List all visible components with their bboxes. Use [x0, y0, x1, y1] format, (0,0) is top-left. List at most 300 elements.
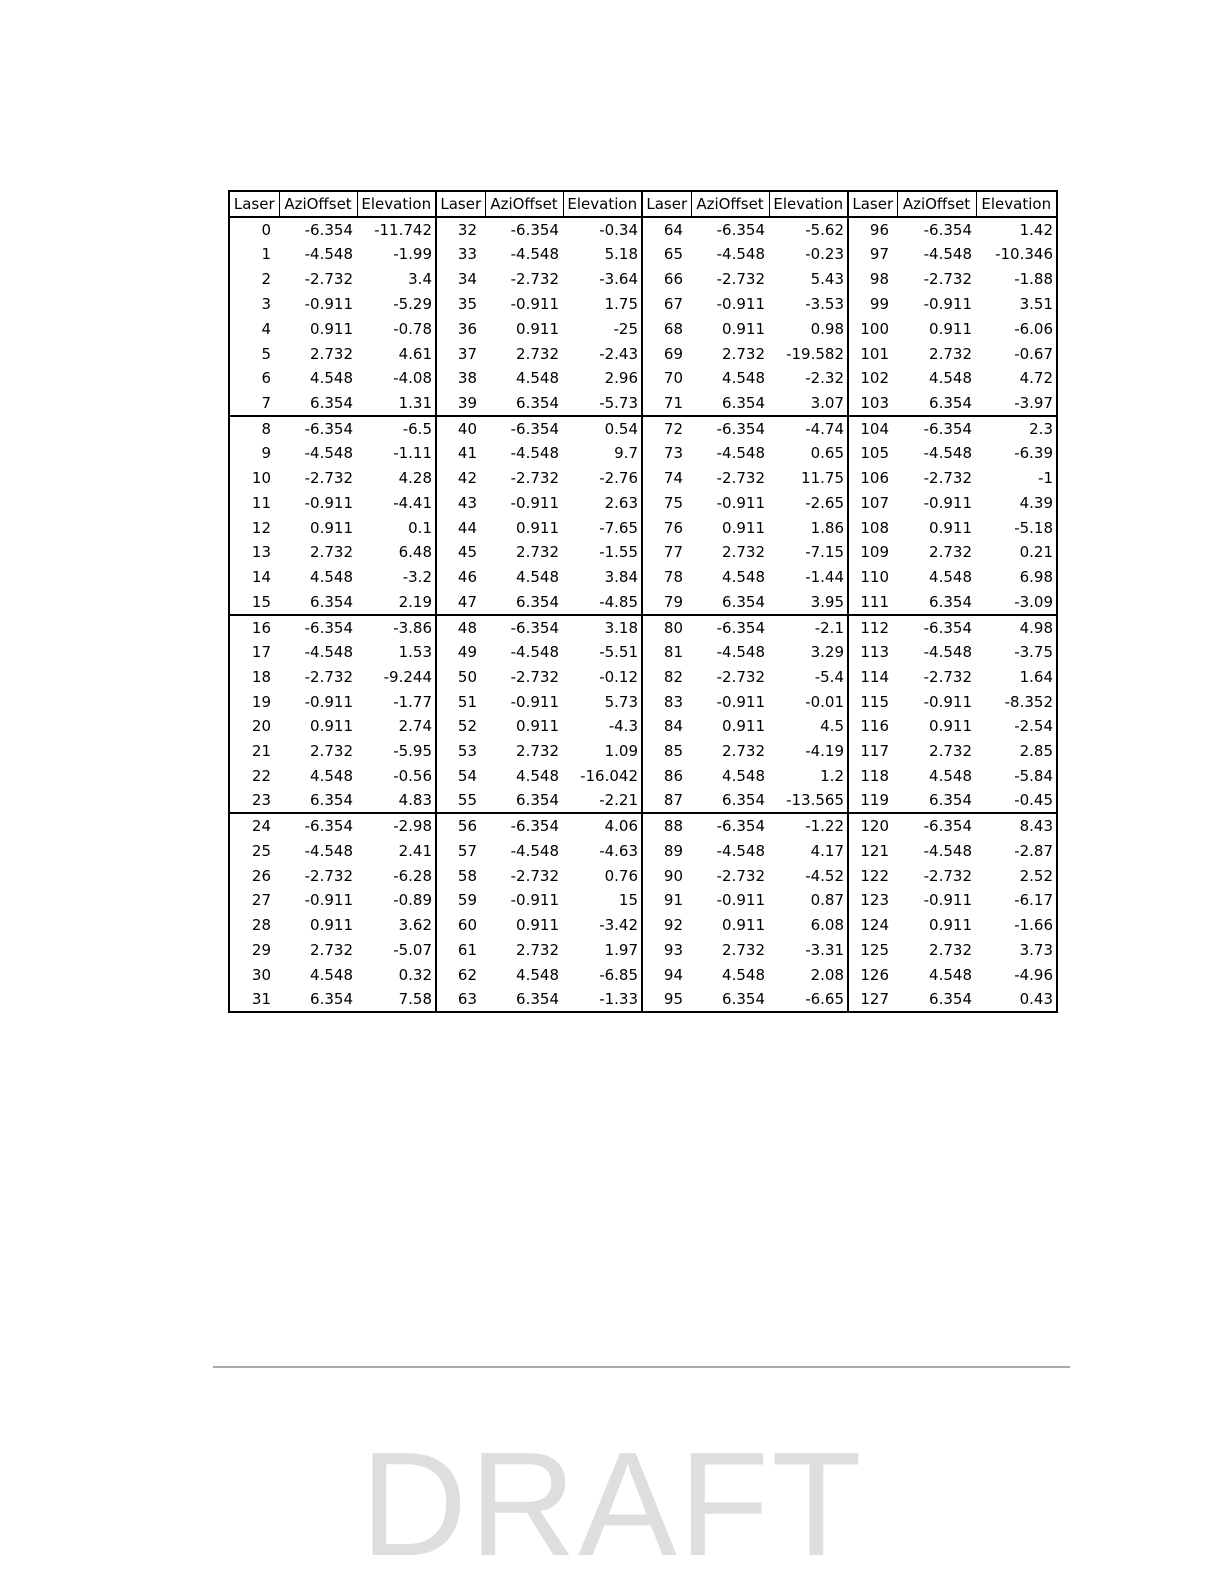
azioffset-cell: 2.732: [722, 742, 765, 761]
laser-id-cell: 120: [860, 817, 889, 836]
azioffset-cell: 6.354: [897, 987, 976, 1012]
table-row: [229, 640, 1057, 665]
table-row: [229, 987, 1057, 1012]
azioffset-cell: -4.548: [304, 841, 353, 860]
elevation-cell: 4.28: [357, 466, 436, 491]
elevation-cell: -5.29: [357, 292, 436, 317]
azioffset-cell: 0.911: [310, 518, 353, 537]
azioffset-cell: -2.732: [716, 866, 765, 885]
azioffset-cell: -6.354: [510, 618, 559, 637]
table-row: [229, 341, 1057, 366]
elevation-cell: -1.88: [976, 267, 1057, 292]
elevation-cell: 0.43: [976, 987, 1057, 1012]
elevation-cell: -2.87: [976, 838, 1057, 863]
header-laser: Laser: [229, 191, 279, 217]
elevation-cell: -6.28: [357, 863, 436, 888]
azioffset-cell: -2.732: [923, 667, 972, 686]
laser-id-cell: 85: [663, 742, 683, 761]
laser-id-cell: 73: [663, 444, 683, 463]
laser-id-cell: 46: [457, 568, 477, 587]
laser-id-cell: 2: [261, 270, 271, 289]
elevation-cell: -4.74: [769, 416, 848, 441]
laser-id-cell: 104: [860, 419, 889, 438]
azioffset-cell: 0.911: [722, 717, 765, 736]
azioffset-cell: -0.911: [923, 891, 972, 910]
laser-id-cell: 50: [457, 667, 477, 686]
footer-divider: [213, 1366, 1070, 1368]
laser-id-cell: 33: [457, 245, 477, 264]
elevation-cell: 7.58: [357, 987, 436, 1012]
laser-id-cell: 12: [251, 518, 271, 537]
elevation-cell: 1.42: [976, 217, 1057, 242]
table-row: [229, 540, 1057, 565]
elevation-cell: -1.77: [357, 689, 436, 714]
azioffset-cell: -4.548: [510, 642, 559, 661]
laser-id-cell: 30: [251, 965, 271, 984]
elevation-cell: 3.29: [769, 640, 848, 665]
elevation-cell: -1.33: [563, 987, 642, 1012]
azioffset-cell: -2.732: [923, 468, 972, 487]
azioffset-cell: 2.732: [516, 344, 559, 363]
azioffset-cell: -2.732: [716, 270, 765, 289]
elevation-cell: 1.75: [563, 292, 642, 317]
laser-id-cell: 9: [261, 444, 271, 463]
header-elevation: Elevation: [357, 191, 436, 217]
elevation-cell: 6.98: [976, 565, 1057, 590]
table-row: [229, 565, 1057, 590]
elevation-cell: 3.4: [357, 267, 436, 292]
azioffset-cell: -2.732: [510, 667, 559, 686]
elevation-cell: 3.62: [357, 913, 436, 938]
azioffset-cell: -2.732: [923, 866, 972, 885]
azioffset-cell: 4.548: [722, 766, 765, 785]
elevation-cell: -2.76: [563, 466, 642, 491]
laser-id-cell: 127: [848, 987, 897, 1012]
elevation-cell: -5.18: [976, 515, 1057, 540]
azioffset-cell: 0.911: [929, 916, 972, 935]
azioffset-cell: -6.354: [716, 817, 765, 836]
laser-id-cell: 29: [251, 940, 271, 959]
azioffset-cell: -0.911: [304, 493, 353, 512]
azioffset-cell: -6.354: [304, 419, 353, 438]
elevation-cell: -7.65: [563, 515, 642, 540]
laser-id-cell: 3: [261, 294, 271, 313]
laser-id-cell: 124: [860, 916, 889, 935]
azioffset-cell: -2.732: [510, 468, 559, 487]
elevation-cell: -0.89: [357, 888, 436, 913]
laser-id-cell: 111: [848, 590, 897, 615]
elevation-cell: -4.52: [769, 863, 848, 888]
elevation-cell: 2.19: [357, 590, 436, 615]
laser-id-cell: 97: [869, 245, 889, 264]
elevation-cell: -4.85: [563, 590, 642, 615]
azioffset-cell: 2.732: [722, 940, 765, 959]
elevation-cell: 0.54: [563, 416, 642, 441]
azioffset-cell: 4.548: [516, 568, 559, 587]
azioffset-cell: -0.911: [923, 493, 972, 512]
azioffset-cell: 4.548: [929, 766, 972, 785]
laser-id-cell: 41: [457, 444, 477, 463]
azioffset-cell: -4.548: [923, 841, 972, 860]
azioffset-cell: 4.548: [516, 369, 559, 388]
header-azioffset: AziOffset: [279, 191, 357, 217]
azioffset-cell: 0.911: [516, 717, 559, 736]
elevation-cell: 0.21: [976, 540, 1057, 565]
elevation-cell: -4.19: [769, 739, 848, 764]
elevation-cell: -3.09: [976, 590, 1057, 615]
laser-id-cell: 95: [642, 987, 691, 1012]
elevation-cell: -3.97: [976, 391, 1057, 416]
laser-id-cell: 101: [860, 344, 889, 363]
laser-id-cell: 110: [860, 568, 889, 587]
elevation-cell: 2.85: [976, 739, 1057, 764]
table-row: [229, 441, 1057, 466]
azioffset-cell: 0.911: [516, 319, 559, 338]
laser-id-cell: 59: [457, 891, 477, 910]
azioffset-cell: -6.354: [510, 817, 559, 836]
laser-id-cell: 60: [457, 916, 477, 935]
elevation-cell: -4.3: [563, 714, 642, 739]
table-row: [229, 515, 1057, 540]
laser-id-cell: 83: [663, 692, 683, 711]
laser-id-cell: 13: [251, 543, 271, 562]
elevation-cell: -7.15: [769, 540, 848, 565]
elevation-cell: -1.99: [357, 242, 436, 267]
laser-id-cell: 98: [869, 270, 889, 289]
header-laser: Laser: [848, 191, 897, 217]
azioffset-cell: -4.548: [716, 642, 765, 661]
table-row: [229, 938, 1057, 963]
table-row: [229, 664, 1057, 689]
azioffset-cell: -2.732: [923, 270, 972, 289]
azioffset-cell: 0.911: [310, 717, 353, 736]
azioffset-cell: 4.548: [929, 965, 972, 984]
elevation-cell: -1.22: [769, 813, 848, 838]
laser-id-cell: 117: [860, 742, 889, 761]
laser-id-cell: 27: [251, 891, 271, 910]
elevation-cell: -2.54: [976, 714, 1057, 739]
laser-id-cell: 20: [251, 717, 271, 736]
elevation-cell: 3.95: [769, 590, 848, 615]
azioffset-cell: 0.911: [929, 319, 972, 338]
elevation-cell: -4.08: [357, 366, 436, 391]
azioffset-cell: 2.732: [516, 940, 559, 959]
elevation-cell: 0.65: [769, 441, 848, 466]
laser-id-cell: 71: [642, 391, 691, 416]
laser-id-cell: 125: [860, 940, 889, 959]
laser-id-cell: 11: [251, 493, 271, 512]
elevation-cell: -2.43: [563, 341, 642, 366]
azioffset-cell: -4.548: [510, 841, 559, 860]
table-row: [229, 316, 1057, 341]
elevation-cell: -0.78: [357, 316, 436, 341]
elevation-cell: 9.7: [563, 441, 642, 466]
elevation-cell: -5.84: [976, 764, 1057, 789]
elevation-cell: -19.582: [769, 341, 848, 366]
laser-id-cell: 89: [663, 841, 683, 860]
table-row: [229, 416, 1057, 441]
elevation-cell: 2.74: [357, 714, 436, 739]
azioffset-cell: 0.911: [516, 518, 559, 537]
azioffset-cell: -4.548: [716, 245, 765, 264]
azioffset-cell: 6.354: [485, 987, 563, 1012]
laser-id-cell: 35: [457, 294, 477, 313]
table-header-row: [229, 191, 1057, 217]
elevation-cell: 2.52: [976, 863, 1057, 888]
azioffset-cell: -6.354: [716, 419, 765, 438]
azioffset-cell: -4.548: [304, 245, 353, 264]
elevation-cell: 4.72: [976, 366, 1057, 391]
elevation-cell: -2.21: [563, 788, 642, 813]
azioffset-cell: 2.732: [929, 742, 972, 761]
elevation-cell: -1.11: [357, 441, 436, 466]
azioffset-cell: -4.548: [923, 444, 972, 463]
laser-id-cell: 61: [457, 940, 477, 959]
elevation-cell: 4.39: [976, 490, 1057, 515]
laser-id-cell: 15: [229, 590, 279, 615]
azioffset-cell: 2.732: [722, 543, 765, 562]
azioffset-cell: -0.911: [510, 493, 559, 512]
azioffset-cell: 4.548: [310, 369, 353, 388]
elevation-cell: 0.98: [769, 316, 848, 341]
laser-id-cell: 1: [261, 245, 271, 264]
elevation-cell: 0.76: [563, 863, 642, 888]
azioffset-cell: 2.732: [929, 344, 972, 363]
laser-id-cell: 42: [457, 468, 477, 487]
azioffset-cell: -2.732: [716, 468, 765, 487]
laser-id-cell: 118: [860, 766, 889, 785]
azioffset-cell: 6.354: [897, 788, 976, 813]
azioffset-cell: -2.732: [510, 866, 559, 885]
azioffset-cell: 0.911: [516, 916, 559, 935]
elevation-cell: -2.65: [769, 490, 848, 515]
elevation-cell: 11.75: [769, 466, 848, 491]
elevation-cell: 2.96: [563, 366, 642, 391]
laser-id-cell: 106: [860, 468, 889, 487]
laser-id-cell: 119: [848, 788, 897, 813]
laser-id-cell: 91: [663, 891, 683, 910]
azioffset-cell: 2.732: [929, 940, 972, 959]
azioffset-cell: -0.911: [923, 294, 972, 313]
azioffset-cell: 4.548: [929, 369, 972, 388]
laser-id-cell: 18: [251, 667, 271, 686]
azioffset-cell: -6.354: [510, 221, 559, 239]
elevation-cell: -0.45: [976, 788, 1057, 813]
azioffset-cell: 2.732: [310, 344, 353, 363]
elevation-cell: 5.43: [769, 267, 848, 292]
azioffset-cell: -4.548: [716, 444, 765, 463]
azioffset-cell: -6.354: [510, 419, 559, 438]
azioffset-cell: -6.354: [716, 221, 765, 239]
laser-id-cell: 70: [663, 369, 683, 388]
elevation-cell: -3.86: [357, 615, 436, 640]
table-row: [229, 788, 1057, 813]
azioffset-cell: -4.548: [716, 841, 765, 860]
elevation-cell: 3.84: [563, 565, 642, 590]
elevation-cell: 6.48: [357, 540, 436, 565]
azioffset-cell: 6.354: [279, 391, 357, 416]
elevation-cell: 1.2: [769, 764, 848, 789]
laser-id-cell: 75: [663, 493, 683, 512]
azioffset-cell: 2.732: [310, 742, 353, 761]
azioffset-cell: 6.354: [691, 987, 769, 1012]
laser-id-cell: 87: [642, 788, 691, 813]
header-elevation: Elevation: [976, 191, 1057, 217]
elevation-cell: 4.17: [769, 838, 848, 863]
laser-id-cell: 53: [457, 742, 477, 761]
elevation-cell: -6.5: [357, 416, 436, 441]
elevation-cell: 1.09: [563, 739, 642, 764]
elevation-cell: -5.51: [563, 640, 642, 665]
azioffset-cell: 4.548: [310, 568, 353, 587]
table-row: [229, 689, 1057, 714]
elevation-cell: -6.65: [769, 987, 848, 1012]
laser-id-cell: 43: [457, 493, 477, 512]
laser-id-cell: 99: [869, 294, 889, 313]
laser-id-cell: 96: [869, 221, 889, 239]
laser-id-cell: 63: [436, 987, 485, 1012]
laser-id-cell: 58: [457, 866, 477, 885]
azioffset-cell: -0.911: [304, 294, 353, 313]
laser-id-cell: 67: [663, 294, 683, 313]
table-row: [229, 838, 1057, 863]
azioffset-cell: 4.548: [722, 369, 765, 388]
azioffset-cell: 4.548: [516, 766, 559, 785]
laser-id-cell: 5: [261, 344, 271, 363]
elevation-cell: 2.41: [357, 838, 436, 863]
laser-id-cell: 28: [251, 916, 271, 935]
header-azioffset: AziOffset: [897, 191, 976, 217]
laser-id-cell: 45: [457, 543, 477, 562]
elevation-cell: -3.75: [976, 640, 1057, 665]
laser-id-cell: 115: [860, 692, 889, 711]
azioffset-cell: -2.732: [304, 866, 353, 885]
laser-calibration-table-container: [228, 190, 1056, 1013]
elevation-cell: -5.07: [357, 938, 436, 963]
elevation-cell: -25: [563, 316, 642, 341]
elevation-cell: -5.62: [769, 217, 848, 242]
header-laser: Laser: [642, 191, 691, 217]
azioffset-cell: 6.354: [485, 391, 563, 416]
laser-id-cell: 26: [251, 866, 271, 885]
elevation-cell: -4.41: [357, 490, 436, 515]
azioffset-cell: -0.911: [510, 891, 559, 910]
azioffset-cell: 4.548: [722, 965, 765, 984]
table-row: [229, 217, 1057, 242]
laser-id-cell: 77: [663, 543, 683, 562]
elevation-cell: 1.86: [769, 515, 848, 540]
table-row: [229, 267, 1057, 292]
elevation-cell: 0.32: [357, 962, 436, 987]
laser-id-cell: 64: [663, 221, 683, 239]
elevation-cell: 6.08: [769, 913, 848, 938]
elevation-cell: -2.32: [769, 366, 848, 391]
laser-id-cell: 36: [457, 319, 477, 338]
azioffset-cell: -4.548: [923, 245, 972, 264]
table-row: [229, 615, 1057, 640]
elevation-cell: -0.23: [769, 242, 848, 267]
elevation-cell: -0.56: [357, 764, 436, 789]
laser-id-cell: 84: [663, 717, 683, 736]
azioffset-cell: -6.354: [923, 817, 972, 836]
azioffset-cell: -0.911: [304, 692, 353, 711]
azioffset-cell: -4.548: [304, 642, 353, 661]
azioffset-cell: -6.354: [304, 221, 353, 239]
table-row: [229, 391, 1057, 416]
elevation-cell: -4.96: [976, 962, 1057, 987]
table-row: [229, 863, 1057, 888]
laser-id-cell: 109: [860, 543, 889, 562]
azioffset-cell: 6.354: [279, 788, 357, 813]
azioffset-cell: 6.354: [691, 788, 769, 813]
table-row: [229, 739, 1057, 764]
laser-id-cell: 24: [251, 817, 271, 836]
azioffset-cell: 6.354: [279, 987, 357, 1012]
elevation-cell: 1.31: [357, 391, 436, 416]
laser-id-cell: 126: [860, 965, 889, 984]
elevation-cell: 1.64: [976, 664, 1057, 689]
azioffset-cell: 6.354: [485, 788, 563, 813]
laser-id-cell: 116: [860, 717, 889, 736]
elevation-cell: -16.042: [563, 764, 642, 789]
azioffset-cell: -0.911: [716, 294, 765, 313]
header-elevation: Elevation: [563, 191, 642, 217]
elevation-cell: -6.39: [976, 441, 1057, 466]
elevation-cell: 4.06: [563, 813, 642, 838]
laser-id-cell: 122: [860, 866, 889, 885]
azioffset-cell: 4.548: [516, 965, 559, 984]
laser-id-cell: 38: [457, 369, 477, 388]
elevation-cell: 3.73: [976, 938, 1057, 963]
elevation-cell: -2.98: [357, 813, 436, 838]
azioffset-cell: 0.911: [310, 916, 353, 935]
elevation-cell: -1.66: [976, 913, 1057, 938]
elevation-cell: 1.97: [563, 938, 642, 963]
elevation-cell: -1: [976, 466, 1057, 491]
azioffset-cell: -0.911: [510, 692, 559, 711]
azioffset-cell: -6.354: [304, 618, 353, 637]
elevation-cell: -2.1: [769, 615, 848, 640]
azioffset-cell: -0.911: [304, 891, 353, 910]
laser-id-cell: 40: [457, 419, 477, 438]
elevation-cell: -6.85: [563, 962, 642, 987]
azioffset-cell: -4.548: [510, 245, 559, 264]
laser-id-cell: 14: [251, 568, 271, 587]
azioffset-cell: 2.732: [310, 940, 353, 959]
azioffset-cell: 4.548: [310, 766, 353, 785]
table-row: [229, 490, 1057, 515]
azioffset-cell: -2.732: [304, 270, 353, 289]
laser-id-cell: 102: [860, 369, 889, 388]
laser-id-cell: 90: [663, 866, 683, 885]
elevation-cell: -6.17: [976, 888, 1057, 913]
laser-id-cell: 56: [457, 817, 477, 836]
azioffset-cell: 4.548: [929, 568, 972, 587]
azioffset-cell: -4.548: [304, 444, 353, 463]
elevation-cell: -9.244: [357, 664, 436, 689]
laser-id-cell: 93: [663, 940, 683, 959]
laser-id-cell: 10: [251, 468, 271, 487]
azioffset-cell: -0.911: [716, 493, 765, 512]
laser-id-cell: 37: [457, 344, 477, 363]
azioffset-cell: -6.354: [304, 817, 353, 836]
azioffset-cell: -4.548: [923, 642, 972, 661]
azioffset-cell: 6.354: [279, 590, 357, 615]
laser-id-cell: 105: [860, 444, 889, 463]
table-row: [229, 962, 1057, 987]
azioffset-cell: 4.548: [310, 965, 353, 984]
laser-id-cell: 94: [663, 965, 683, 984]
